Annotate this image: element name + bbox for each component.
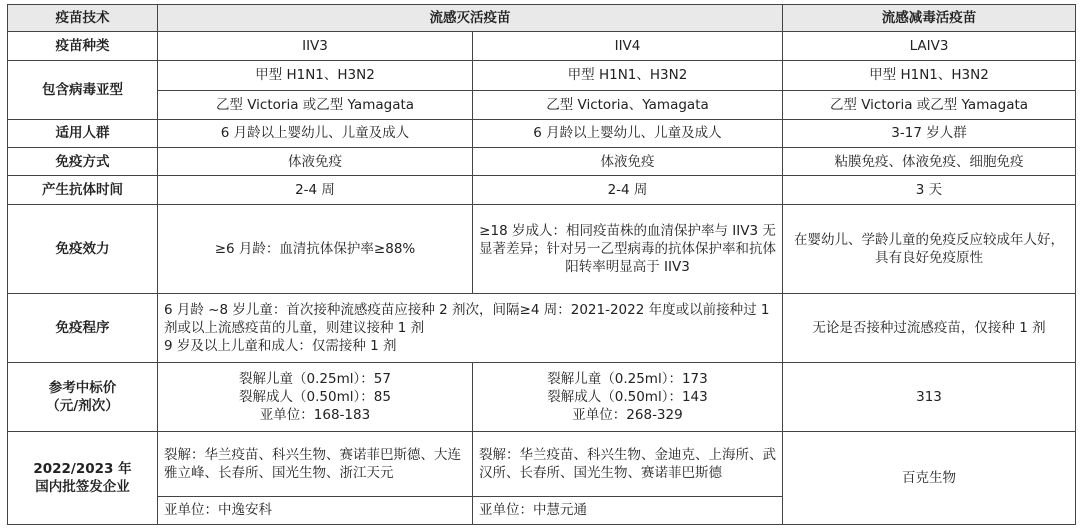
kind-iiv4: IIV4 xyxy=(473,32,783,60)
subtype-iiv3-a: 甲型 H1N1、H3N2 xyxy=(158,60,473,90)
schedule-line-adults: 9 岁及以上儿童和成人：仅需接种 1 剂 xyxy=(164,337,397,354)
header-inactivated: 流感灭活疫苗 xyxy=(158,5,783,32)
antibody-time-iiv3: 2-4 周 xyxy=(158,176,473,204)
companies-iiv4-subunit: 亚单位：中慧元通 xyxy=(473,496,783,524)
companies-laiv3: 百克生物 xyxy=(783,431,1076,524)
price-iiv4 xyxy=(473,362,783,431)
population-laiv3: 3-17 岁人群 xyxy=(783,119,1076,147)
row-immunity xyxy=(8,147,1076,175)
kind-laiv3: LAIV3 xyxy=(783,32,1076,60)
antibody-time-laiv3: 3 天 xyxy=(783,176,1076,204)
efficacy-laiv3: 在婴幼儿、学龄儿童的免疫反应较成年人好，具有良好免疫原性 xyxy=(783,204,1076,293)
header-row xyxy=(8,5,1076,32)
vaccine-comparison-table xyxy=(7,4,1076,525)
efficacy-iiv4: ≥18 岁成人：相同疫苗株的血清保护率与 IIV3 无显著差异；针对另一乙型病毒的抗体保护率和抗体阳转率明显高于 IIV3 xyxy=(473,204,783,293)
label-subtype: 包含病毒亚型 xyxy=(8,60,158,119)
price-laiv3: 313 xyxy=(783,362,1076,431)
label-population: 适用人群 xyxy=(8,119,158,147)
subtype-iiv3-b: 乙型 Victoria 或乙型 Yamagata xyxy=(158,91,473,119)
population-iiv3: 6 月龄以上婴幼儿、儿童及成人 xyxy=(158,119,473,147)
row-price xyxy=(8,362,1076,431)
schedule-laiv3: 无论是否接种过流感疫苗，仅接种 1 剂 xyxy=(783,293,1076,362)
label-antibody-time: 产生抗体时间 xyxy=(8,176,158,204)
schedule-inactivated xyxy=(158,293,783,362)
label-schedule: 免疫程序 xyxy=(8,293,158,362)
label-price-line1: 参考中标价 xyxy=(48,379,117,396)
row-kind xyxy=(8,32,1076,60)
immunity-iiv4: 体液免疫 xyxy=(473,147,783,175)
price-iiv3 xyxy=(158,362,473,431)
label-price xyxy=(8,362,158,431)
subtype-laiv3-a: 甲型 H1N1、H3N2 xyxy=(783,60,1076,90)
row-subtype-a xyxy=(8,60,1076,90)
label-companies xyxy=(8,431,158,524)
price-iiv4-adult: 裂解成人（0.50ml）：143 xyxy=(547,388,708,405)
subtype-iiv4-a: 甲型 H1N1、H3N2 xyxy=(473,60,783,90)
label-immunity: 免疫方式 xyxy=(8,147,158,175)
price-iiv3-child: 裂解儿童（0.25ml）：57 xyxy=(239,370,391,387)
companies-iiv4-split: 裂解：华兰疫苗、科兴生物、金迪克、上海所、武汉所、长春所、国光生物、赛诺菲巴斯德 xyxy=(473,431,783,496)
antibody-time-iiv4: 2-4 周 xyxy=(473,176,783,204)
price-iiv3-adult: 裂解成人（0.50ml）：85 xyxy=(239,388,391,405)
label-kind: 疫苗种类 xyxy=(8,32,158,60)
row-schedule xyxy=(8,293,1076,362)
row-subtype-b xyxy=(8,91,1076,119)
efficacy-iiv3: ≥6 月龄：血清抗体保护率≥88% xyxy=(158,204,473,293)
row-antibody-time xyxy=(8,176,1076,204)
label-price-line2: （元/剂次） xyxy=(46,397,119,414)
subtype-laiv3-b: 乙型 Victoria 或乙型 Yamagata xyxy=(783,91,1076,119)
label-companies-line2: 国内批签发企业 xyxy=(35,478,130,495)
immunity-laiv3: 粘膜免疫、体液免疫、细胞免疫 xyxy=(783,147,1076,175)
price-iiv3-subunit: 亚单位：168-183 xyxy=(259,406,371,423)
header-live: 流感减毒活疫苗 xyxy=(783,5,1076,32)
header-tech: 疫苗技术 xyxy=(8,5,158,32)
schedule-line-children: 6 月龄 ~8 岁儿童：首次接种流感疫苗应接种 2 剂次，间隔≥4 周：2021-2022 年度或以前接种过 1 剂或以上流感疫苗的儿童，则建议接种 1 剂 xyxy=(164,301,770,336)
immunity-iiv3: 体液免疫 xyxy=(158,147,473,175)
kind-iiv3: IIV3 xyxy=(158,32,473,60)
label-efficacy: 免疫效力 xyxy=(8,204,158,293)
population-iiv4: 6 月龄以上婴幼儿、儿童及成人 xyxy=(473,119,783,147)
price-iiv4-subunit: 亚单位：268-329 xyxy=(572,406,683,423)
companies-iiv3-split: 裂解：华兰疫苗、科兴生物、赛诺菲巴斯德、大连雅立峰、长春所、国光生物、浙江天元 xyxy=(158,431,473,496)
price-iiv4-child: 裂解儿童（0.25ml）：173 xyxy=(547,370,708,387)
row-efficacy xyxy=(8,204,1076,293)
subtype-iiv4-b: 乙型 Victoria、Yamagata xyxy=(473,91,783,119)
row-population xyxy=(8,119,1076,147)
row-companies-split xyxy=(8,431,1076,496)
companies-iiv3-subunit: 亚单位：中逸安科 xyxy=(158,496,473,524)
label-companies-line1: 2022/2023 年 xyxy=(33,460,132,477)
